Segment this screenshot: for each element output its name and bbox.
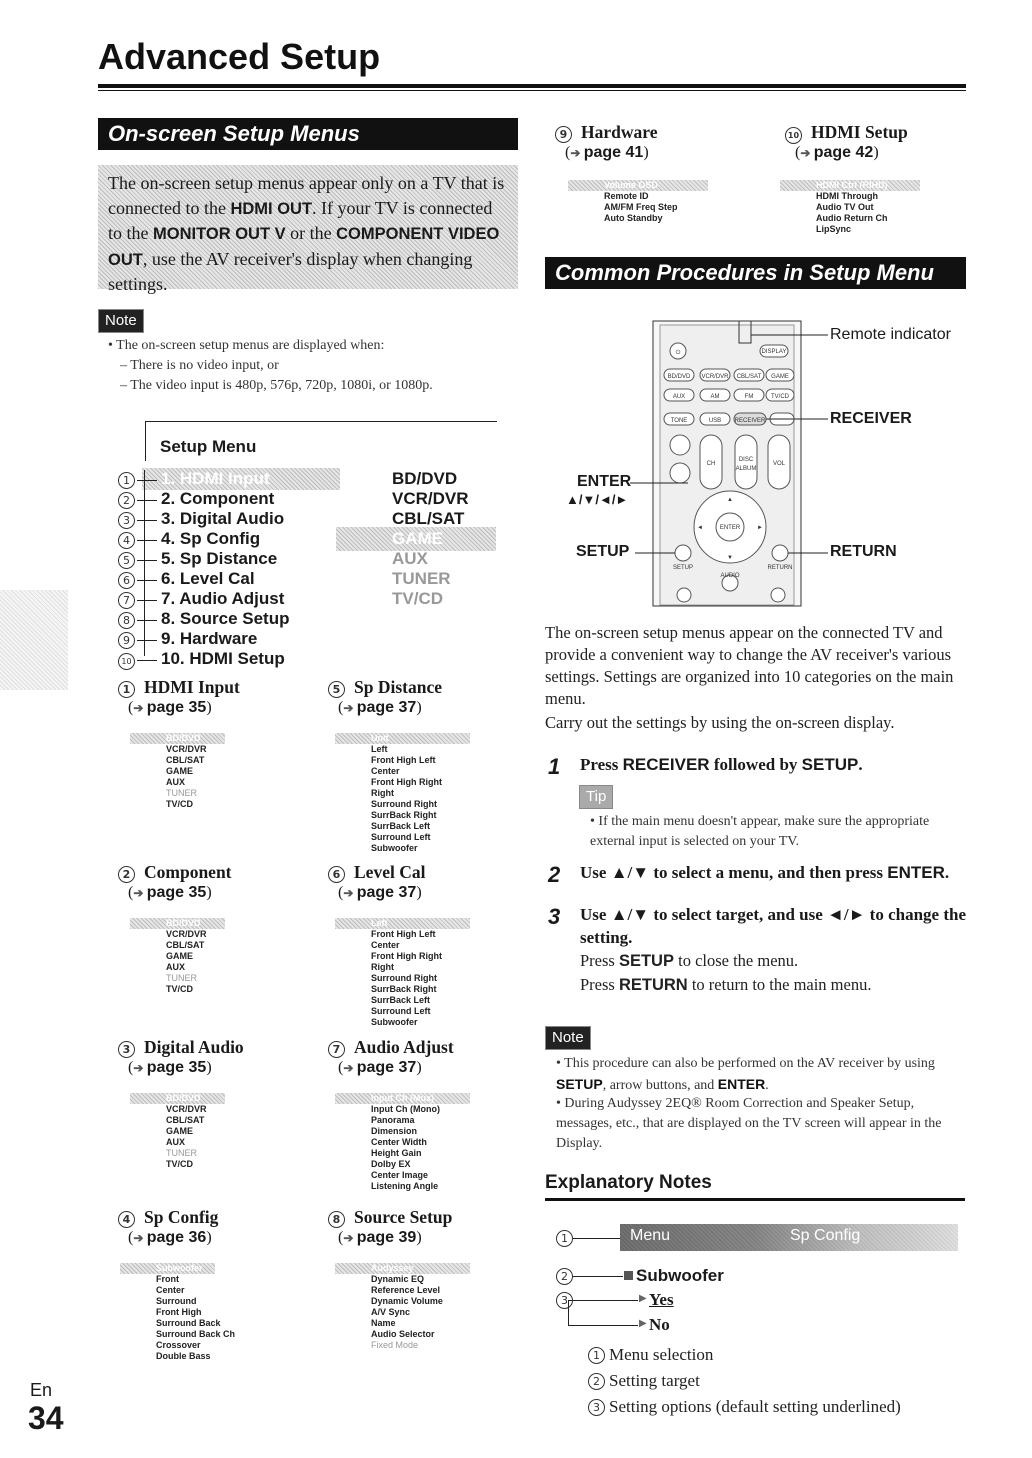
setup-menu-item: [118, 509, 284, 529]
note-1-right: • This procedure can also be performed on the AV receiver by using SETUP, arrow buttons, and ENTER.: [556, 1056, 935, 1093]
svg-text:DISPLAY: DISPLAY: [761, 349, 787, 355]
setup-menu-label: 5. Sp Distance: [161, 549, 278, 568]
mini-menu-item: Center Image: [371, 1170, 429, 1180]
legend-marker-3: 3: [588, 1399, 605, 1416]
svg-text:▲: ▲: [727, 497, 733, 503]
mini-menu-item: Crossover: [156, 1340, 201, 1350]
mini-menu-item: Front High Left: [371, 755, 436, 765]
mini-menu-item: AUX: [166, 962, 186, 972]
page-link[interactable]: page 37: [356, 884, 417, 901]
mini-menu-item: TUNER: [166, 1148, 197, 1158]
mini-menu-item: Subwoofer: [156, 1263, 203, 1273]
mini-menu-item: A/V Sync: [371, 1307, 411, 1317]
menu-bar-texture: [620, 1224, 958, 1251]
mini-menu-item: Surround: [156, 1296, 197, 1306]
mini-menu-item: Surround Left: [371, 832, 431, 842]
mini-menu-item: Dimension: [371, 1126, 418, 1136]
section-page-ref: (➔ page 39): [338, 1229, 422, 1246]
setup-menu-item: [118, 489, 274, 509]
target-square-icon: [624, 1271, 633, 1280]
mini-menu-item: Surround Left: [371, 1006, 431, 1016]
note-line: • The on-screen setup menus are displayed when:: [108, 338, 385, 353]
section-title: Level Cal: [354, 862, 426, 882]
section-number-marker: 6: [328, 866, 345, 883]
svg-text:USB: USB: [708, 418, 722, 424]
mini-menu-item: TUNER: [166, 973, 197, 983]
mini-menu-item: BD/DVD: [166, 1093, 201, 1103]
source-item: BD/DVD: [392, 469, 458, 488]
setup-menu-label: 3. Digital Audio: [161, 509, 285, 528]
mini-menu-item: TUNER: [166, 788, 197, 798]
mini-menu-list: [371, 1263, 443, 1351]
setup-menu-item: [118, 629, 257, 649]
setup-menu-item: [118, 569, 255, 589]
mini-menu-item: Auto Standby: [604, 213, 663, 223]
title-rule-thin: [98, 90, 966, 91]
page-link[interactable]: page 36: [146, 1229, 207, 1246]
mini-menu-item: Audio TV Out: [816, 202, 874, 212]
mini-menu-item: SurrBack Left: [371, 821, 431, 831]
mini-menu-list: [371, 1093, 440, 1192]
mini-menu-item: Left: [371, 744, 388, 754]
step-2-text: Use ▲/▼ to select a menu, and then press ENTER.: [580, 863, 950, 882]
mini-menu-item: AM/FM Freq Step: [604, 202, 678, 212]
source-item: VCR/DVR: [392, 489, 469, 508]
intro-monitor-out: MONITOR OUT V: [153, 225, 286, 243]
note-2-right: • During Audyssey 2EQ® Room Correction and Speaker Setup, messages, etc., that are displayed on the TV screen will appear in the Display.: [556, 1096, 942, 1151]
section-title: Digital Audio: [144, 1037, 244, 1057]
setup-menu-label: 6. Level Cal: [161, 569, 255, 588]
mini-menu-item: Volume OSD: [604, 180, 658, 190]
explanatory-heading: Explanatory Notes: [545, 1172, 712, 1193]
section-heading: [118, 1207, 218, 1228]
mini-menu-item: Center: [371, 766, 400, 776]
setup-menu-item: [118, 589, 284, 609]
setup-label: SETUP: [576, 543, 630, 560]
bracket-3: [568, 1300, 569, 1326]
menu-leader: [137, 620, 157, 621]
intro-component-out: COMPONENT VIDEO OUT: [108, 225, 500, 269]
menu-number-marker: 1: [118, 472, 135, 489]
page-title: Advanced Setup: [98, 36, 381, 77]
menu-number-marker: 7: [118, 592, 135, 609]
intro-text-4: , use the AV receiver's display when changing settings.: [108, 248, 473, 294]
section-heading: [118, 1037, 244, 1058]
svg-text:ALBUM: ALBUM: [735, 466, 757, 472]
mini-menu-item: TV/CD: [166, 799, 193, 809]
section-number-marker: 8: [328, 1211, 345, 1228]
mini-menu-item: Dolby EX: [371, 1159, 411, 1169]
svg-text:TONE: TONE: [670, 418, 688, 424]
step-3-number: 3: [548, 904, 561, 929]
mini-menu-item: Front High Left: [371, 929, 436, 939]
legend-1: Menu selection: [609, 1345, 714, 1364]
mini-menu-item: Surround Right: [371, 799, 437, 809]
source-item: TUNER: [392, 569, 451, 588]
step-3-line-3: Press RETURN to return to the main menu.: [580, 975, 872, 994]
note-line: – The video input is 480p, 576p, 720p, 1080i, or 1080p.: [120, 378, 433, 393]
leader-3b: [568, 1325, 638, 1326]
mini-menu-item: TV/CD: [166, 984, 193, 994]
intro-text-3: or the: [285, 223, 337, 243]
setup-menu-item: [118, 529, 260, 549]
marker-1: 1: [556, 1230, 573, 1247]
svg-text:CBL/SAT: CBL/SAT: [736, 374, 762, 380]
setup-menu-item: [118, 469, 270, 489]
mini-menu-item: Fixed Mode: [371, 1340, 419, 1350]
section-heading: [118, 677, 240, 698]
marker-3: 3: [556, 1292, 573, 1309]
svg-text:RECEIVER: RECEIVER: [734, 418, 766, 424]
mini-menu-item: VCR/DVR: [166, 929, 207, 939]
section-title: Source Setup: [354, 1207, 453, 1227]
section-heading: [328, 1037, 454, 1058]
mini-menu-list: [166, 1093, 207, 1170]
svg-text:GAME: GAME: [771, 374, 789, 380]
svg-text:AUDIO: AUDIO: [720, 573, 740, 579]
page-link[interactable]: page 41: [583, 144, 644, 161]
intro-text-1: The on-screen setup menus appear only on a TV that is connected to the: [108, 173, 505, 218]
section-number-marker: 3: [118, 1041, 135, 1058]
no-arrow-icon: ▶: [639, 1318, 647, 1329]
svg-text:AUX: AUX: [672, 394, 686, 400]
page-arrow-icon: ➔: [343, 701, 357, 715]
mini-menu-item: GAME: [166, 951, 193, 961]
page-link[interactable]: page 37: [356, 699, 417, 716]
mini-menu-item: Surround Back Ch: [156, 1329, 236, 1339]
mini-menu-item: CBL/SAT: [166, 755, 205, 765]
source-item: GAME: [392, 529, 443, 548]
setup-menu-item: [118, 649, 285, 670]
svg-text:►: ►: [757, 525, 763, 531]
option-yes: Yes: [649, 1290, 674, 1309]
source-item: CBL/SAT: [392, 509, 465, 528]
mini-menu-item: LipSync: [816, 224, 852, 234]
legend-marker-1: 1: [588, 1347, 605, 1364]
mini-menu-item: Dynamic Volume: [371, 1296, 443, 1306]
svg-text:TV/CD: TV/CD: [771, 394, 789, 400]
source-item: TV/CD: [392, 589, 443, 608]
page-arrow-icon: ➔: [343, 1061, 357, 1075]
legend-marker-2: 2: [588, 1373, 605, 1390]
page-arrow-icon: ➔: [133, 886, 147, 900]
mini-menu-item: HDMI Through: [816, 191, 878, 201]
on-screen-heading: On-screen Setup Menus: [98, 118, 518, 150]
mini-menu-item: Reference Level: [371, 1285, 441, 1295]
page-arrow-icon: ➔: [343, 886, 357, 900]
mini-menu-item: Input Ch (Mux): [371, 1093, 434, 1103]
section-heading: [118, 862, 232, 883]
page-link[interactable]: page 35: [146, 1059, 207, 1076]
svg-text:SETUP: SETUP: [672, 565, 694, 571]
mini-menu-item: HDMI Ctrl (RIHD): [816, 180, 888, 190]
menu-top-rule: [145, 421, 497, 422]
remote-indicator-label: Remote indicator: [830, 326, 951, 343]
mini-menu-list: [166, 918, 207, 995]
menu-leader: [137, 500, 157, 501]
setup-menu-label: 2. Component: [161, 489, 275, 508]
page-link[interactable]: page 35: [146, 884, 207, 901]
mini-menu-item: AUX: [166, 777, 186, 787]
step-1-number: 1: [548, 754, 561, 779]
section-title: Sp Distance: [354, 677, 442, 697]
page-arrow-icon: ➔: [133, 1231, 147, 1245]
menu-leader: [137, 540, 157, 541]
tip-text: • If the main menu doesn't appear, make sure the appropriate external input is selected on your TV.: [590, 814, 930, 849]
svg-text:◄: ◄: [697, 525, 703, 531]
setting-target: Subwoofer: [636, 1266, 724, 1285]
section-heading: [328, 677, 442, 698]
mini-menu-item: CBL/SAT: [166, 1115, 205, 1125]
section-number-marker: 4: [118, 1211, 135, 1228]
page-link[interactable]: page 42: [813, 144, 874, 161]
section-title: Audio Adjust: [354, 1037, 454, 1057]
yes-arrow-icon: ▶: [639, 1293, 647, 1304]
common-heading: Common Procedures in Setup Menu: [545, 257, 966, 289]
mini-menu-list: [371, 918, 442, 1028]
svg-text:FM: FM: [744, 394, 754, 400]
mini-menu-item: VCR/DVR: [166, 744, 207, 754]
section-heading: [328, 1207, 452, 1228]
mini-menu-item: Audio Return Ch: [816, 213, 888, 223]
section-heading: [785, 122, 908, 144]
mini-menu-item: Panorama: [371, 1115, 415, 1125]
mini-menu-item: Center: [156, 1285, 185, 1295]
section-title: Sp Config: [144, 1207, 219, 1227]
svg-text:AM: AM: [710, 394, 720, 400]
legend-3: Setting options (default setting underlined): [609, 1397, 901, 1416]
leader-3a: [568, 1300, 638, 1301]
section-title: Component: [144, 862, 232, 882]
mini-menu-item: Audyssey: [371, 1263, 414, 1273]
mini-menu-item: Name: [371, 1318, 396, 1328]
svg-text:CH: CH: [706, 461, 716, 467]
leader-2: [573, 1276, 623, 1277]
mini-menu-item: BD/DVD: [166, 733, 201, 743]
menu-number-marker: 4: [118, 532, 135, 549]
menu-number-marker: 9: [118, 632, 135, 649]
note-list-left: [108, 336, 433, 396]
svg-text:⏻: ⏻: [675, 350, 681, 356]
page-arrow-icon: ➔: [343, 1231, 357, 1245]
section-number-marker: 2: [118, 866, 135, 883]
svg-text:VCR/DVR: VCR/DVR: [701, 374, 729, 380]
note-badge-left: Note: [98, 309, 144, 333]
mini-menu-item: BD/DVD: [166, 918, 201, 928]
section-heading: [555, 122, 657, 143]
menu-bar-label: Menu: [630, 1227, 671, 1244]
mini-menu-item: Surround Back: [156, 1318, 221, 1328]
mini-menu-item: Subwoofer: [371, 1017, 418, 1027]
section-number-marker: 7: [328, 1041, 345, 1058]
mini-menu-item: Front High Right: [371, 777, 442, 787]
mini-menu-item: Front High Right: [371, 951, 442, 961]
menu-number-marker: 5: [118, 552, 135, 569]
setup-menu-item: [118, 549, 277, 569]
section-page-ref: (➔ page 37): [338, 699, 422, 716]
section-title: Hardware: [581, 122, 658, 142]
setup-menu-label: 7. Audio Adjust: [161, 589, 285, 608]
menu-number-marker: 10: [118, 653, 135, 670]
mini-menu-item: SurrBack Left: [371, 995, 431, 1005]
section-page-ref: (➔ page 37): [338, 1059, 422, 1076]
page-arrow-icon: ➔: [800, 146, 814, 160]
menu-bar-item: Sp Config: [790, 1227, 861, 1244]
section-number-marker: 1: [118, 681, 135, 698]
menu-number-marker: 6: [118, 572, 135, 589]
title-rule: [98, 84, 966, 88]
setup-menu-item: [118, 609, 289, 629]
return-label: RETURN: [830, 543, 897, 560]
step-3-text: Use ▲/▼ to select target, and use ◄/► to change the setting.: [580, 905, 966, 947]
mini-menu-item: Input Ch (Mono): [371, 1104, 440, 1114]
svg-text:▼: ▼: [727, 555, 733, 561]
intro-text-2: . If your TV is connected to the: [108, 197, 493, 243]
svg-text:VOL: VOL: [772, 461, 786, 467]
mini-menu-item: Audio Selector: [371, 1329, 435, 1339]
option-no: No: [649, 1315, 670, 1334]
side-decoration: [0, 590, 68, 690]
menu-number-marker: 8: [118, 612, 135, 629]
svg-text:BD/DVD: BD/DVD: [667, 374, 691, 380]
menu-leader: [137, 600, 157, 601]
mini-menu-item: VCR/DVR: [166, 1104, 207, 1114]
step-2-number: 2: [548, 862, 561, 887]
svg-text:DISC: DISC: [738, 457, 754, 463]
setup-menu-title: Setup Menu: [160, 437, 257, 456]
mini-menu-item: Surround Right: [371, 973, 437, 983]
leader-1: [573, 1238, 623, 1239]
section-number-marker: 9: [555, 126, 572, 143]
page-link[interactable]: page 39: [356, 1229, 417, 1246]
mini-menu-item: TV/CD: [166, 1159, 193, 1169]
common-para-2: Carry out the settings by using the on-screen display.: [545, 713, 895, 732]
setup-menu-label: 9. Hardware: [161, 629, 258, 648]
section-title: HDMI Input: [144, 677, 240, 697]
source-item: AUX: [392, 549, 428, 568]
mini-menu-item: SurrBack Right: [371, 984, 437, 994]
setup-menu-label: 1. HDMI Input: [161, 469, 270, 488]
menu-leader: [137, 520, 157, 521]
section-page-ref: (➔ page 35): [128, 884, 212, 901]
mini-menu-item: Front: [156, 1274, 179, 1284]
section-heading: [328, 862, 425, 883]
svg-text:ENTER: ENTER: [719, 525, 741, 531]
mini-menu-item: Right: [371, 788, 394, 798]
tip-badge: Tip: [579, 785, 613, 809]
mini-menu-list: [156, 1263, 235, 1362]
setup-menu-label: 10. HDMI Setup: [161, 649, 285, 668]
setup-menu-label: 8. Source Setup: [161, 609, 290, 628]
note-badge-right: Note: [545, 1026, 591, 1050]
arrows-label: ▲/▼/◄/►: [566, 492, 629, 507]
menu-number-marker: 2: [118, 492, 135, 509]
section-page-ref: (➔ page 37): [338, 884, 422, 901]
marker-2: 2: [556, 1268, 573, 1285]
remote-illustration: [560, 315, 980, 610]
page-lang: En: [30, 1380, 53, 1400]
menu-left-rule: [145, 421, 146, 461]
section-number-marker: 10: [785, 127, 802, 144]
section-page-ref: (➔ page 35): [128, 1059, 212, 1076]
note-line: – There is no video input, or: [120, 358, 279, 373]
section-title: HDMI Setup: [811, 122, 908, 142]
page-link[interactable]: page 35: [146, 699, 207, 716]
mini-menu-item: Center Width: [371, 1137, 427, 1147]
mini-menu-item: Height Gain: [371, 1148, 422, 1158]
page-number: 34: [28, 1400, 64, 1436]
page-link[interactable]: page 37: [356, 1059, 417, 1076]
mini-menu-item: SurrBack Right: [371, 810, 437, 820]
mini-menu-item: Remote ID: [604, 191, 649, 201]
mini-menu-item: Unit: [371, 733, 389, 743]
intro-hdmi-out: HDMI OUT: [230, 199, 313, 218]
section-page-ref: (➔ page 36): [128, 1229, 212, 1246]
mini-menu-item: Subwoofer: [371, 843, 418, 853]
menu-leader: [137, 480, 157, 481]
mini-menu-item: GAME: [166, 1126, 193, 1136]
explanatory-rule: [545, 1198, 965, 1201]
page-arrow-icon: ➔: [133, 1061, 147, 1075]
step-3-line-2: Press SETUP to close the menu.: [580, 951, 799, 970]
mini-menu-item: Listening Angle: [371, 1181, 439, 1191]
receiver-label: RECEIVER: [830, 410, 912, 427]
mini-menu-item: CBL/SAT: [166, 940, 205, 950]
mini-menu-item: Right: [371, 962, 394, 972]
menu-leader: [137, 660, 157, 661]
mini-menu-item: Dynamic EQ: [371, 1274, 425, 1284]
page-arrow-icon: ➔: [570, 146, 584, 160]
mini-menu-item: Front High: [156, 1307, 202, 1317]
section-number-marker: 5: [328, 681, 345, 698]
step-1-text: Press RECEIVER followed by SETUP.: [580, 755, 863, 774]
menu-leader: [137, 560, 157, 561]
menu-number-marker: 3: [118, 512, 135, 529]
mini-menu-list: [816, 180, 888, 235]
mini-menu-item: AUX: [166, 1137, 186, 1147]
mini-menu-item: GAME: [166, 766, 193, 776]
svg-text:RETURN: RETURN: [767, 565, 793, 571]
page-arrow-icon: ➔: [133, 701, 147, 715]
menu-leader: [137, 580, 157, 581]
intro-box: [98, 165, 518, 294]
menu-leader: [137, 640, 157, 641]
section-page-ref: (➔ page 41): [565, 144, 649, 161]
common-para-1: The on-screen setup menus appear on the connected TV and provide a convenient way to change the AV receiver's various settings. Settings are organized into 10 categories on the main menu.: [545, 623, 954, 708]
section-page-ref: (➔ page 35): [128, 699, 212, 716]
enter-label: ENTER: [577, 473, 632, 490]
mini-menu-item: Double Bass: [156, 1351, 211, 1361]
section-page-ref: (➔ page 42): [795, 144, 879, 161]
mini-menu-list: [604, 180, 678, 224]
mini-menu-list: [371, 733, 442, 854]
mini-menu-item: Left: [371, 918, 388, 928]
mini-menu-item: Center: [371, 940, 400, 950]
legend-2: Setting target: [609, 1371, 700, 1390]
mini-menu-list: [166, 733, 207, 810]
setup-menu-label: 4. Sp Config: [161, 529, 261, 548]
